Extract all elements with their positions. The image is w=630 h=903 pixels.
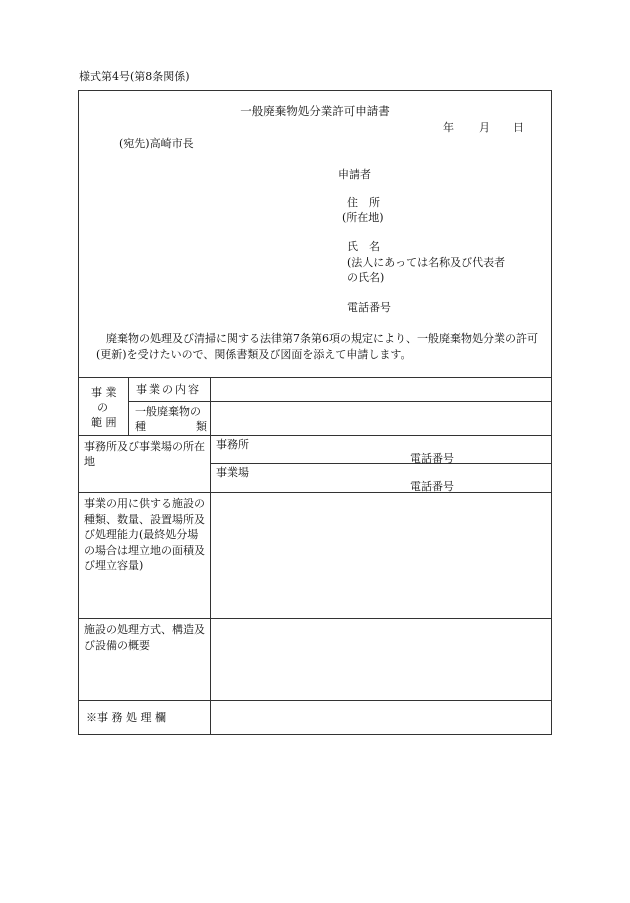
waste-type-label-b: 類 bbox=[196, 420, 207, 433]
waste-type-label-line1: 一般廃棄物の bbox=[135, 405, 201, 418]
scope-column-rule bbox=[128, 377, 129, 435]
office-use-top-rule bbox=[78, 700, 552, 701]
scope-divider-rule bbox=[128, 401, 552, 402]
scope-label-1: 事 業 bbox=[91, 386, 117, 399]
location-top-rule bbox=[78, 435, 552, 436]
business-content-label: 事業の内容 bbox=[136, 383, 201, 396]
date-day-label: 日 bbox=[513, 121, 524, 134]
office-label: 事務所 bbox=[216, 438, 249, 451]
site-label: 事業場 bbox=[216, 466, 249, 479]
name-note-line1: (法人にあっては名称及び代表者 bbox=[347, 256, 506, 269]
processing-method-label: 施設の処理方式、構造及び設備の概要 bbox=[84, 623, 205, 652]
location-label: 事務所及び事業場の所在地 bbox=[84, 440, 205, 468]
table-top-rule bbox=[78, 377, 552, 378]
facility-label: 事業の用に供する施設の種類、数量、設置場所及び処理能力(最終処分場の場合は埋立地の面積及び埋立容量) bbox=[84, 497, 205, 572]
applicant-label: 申請者 bbox=[338, 168, 371, 181]
office-phone-label: 電話番号 bbox=[410, 452, 454, 465]
name-label: 氏 名 bbox=[347, 240, 380, 253]
scope-label-3: 範 囲 bbox=[91, 416, 117, 429]
site-phone-label: 電話番号 bbox=[410, 480, 454, 493]
addressee: (宛先)高崎市長 bbox=[119, 137, 194, 150]
scope-label-2: の bbox=[97, 401, 108, 414]
application-statement: 廃棄物の処理及び清掃に関する法律第7条第6項の規定により、一般廃棄物処分業の許可(更新)を受けたいので、関係書類及び図面を添えて申請します。 bbox=[96, 332, 538, 361]
phone-label: 電話番号 bbox=[347, 301, 391, 314]
form-number-label: 様式第4号(第8条関係) bbox=[79, 70, 190, 83]
method-top-rule bbox=[78, 618, 552, 619]
facility-top-rule bbox=[78, 492, 552, 493]
waste-type-label-a: 種 bbox=[135, 420, 146, 433]
name-note-line2: の氏名) bbox=[347, 271, 385, 284]
address-sub-label: (所在地) bbox=[342, 211, 384, 224]
date-year-label: 年 bbox=[443, 121, 454, 134]
label-column-rule bbox=[210, 377, 211, 735]
office-use-label: ※事 務 処 理 欄 bbox=[86, 711, 166, 724]
date-month-label: 月 bbox=[479, 121, 490, 134]
address-label: 住 所 bbox=[347, 196, 380, 209]
office-site-divider-rule bbox=[210, 463, 552, 464]
form-title: 一般廃棄物処分業許可申請書 bbox=[240, 104, 390, 118]
